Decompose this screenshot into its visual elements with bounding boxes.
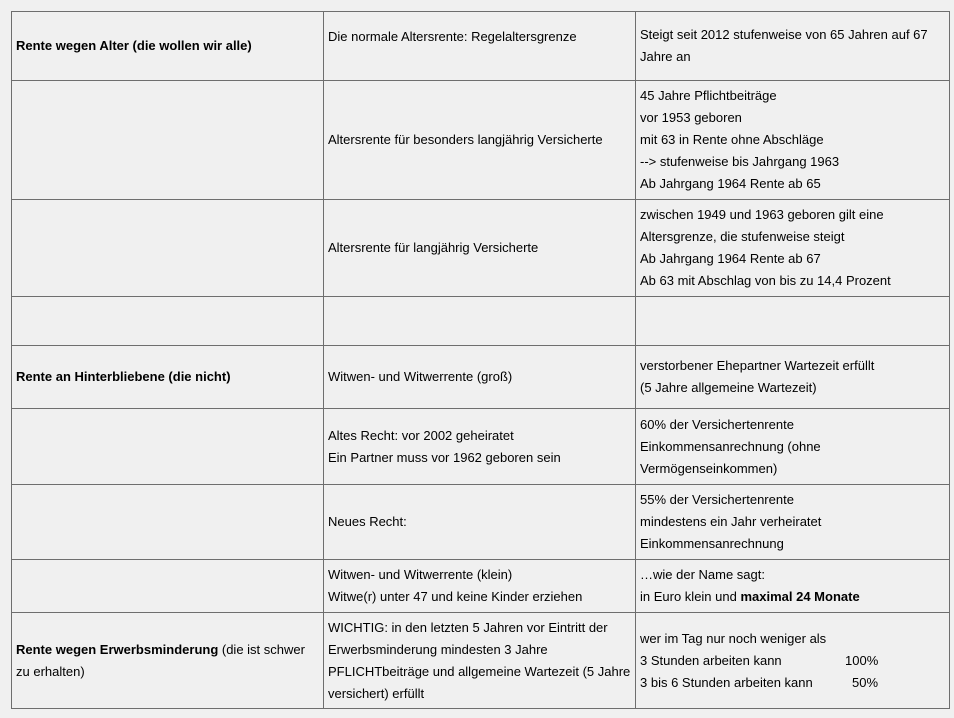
type-cell: Altes Recht: vor 2002 geheiratet Ein Partner muss vor 1962 geboren sein: [324, 409, 636, 485]
type-cell: Die normale Altersrente: Regelaltersgrenze: [324, 12, 636, 81]
details-cell: 45 Jahre Pflichtbeiträge vor 1953 geboren mit 63 in Rente ohne Abschläge --> stufenweise bis Jahrgang 1963 Ab Jahrgang 1964 Rente ab 65: [636, 81, 950, 200]
details-line: 3 Stunden arbeiten kann: [640, 652, 782, 668]
pension-table: [11, 11, 950, 709]
category-cell: Rente an Hinterbliebene (die nicht): [12, 346, 324, 409]
type-cell: WICHTIG: in den letzten 5 Jahren vor Eintritt der Erwerbsminderung mindesten 3 Jahre PFLICHTbeiträge und allgemeine Wartezeit (5 Jahre versichert) erfüllt: [324, 613, 636, 709]
type-cell: Witwen- und Witwerrente (groß): [324, 346, 636, 409]
details-highlight: maximal 24 Monate: [740, 589, 860, 604]
details-value: 50%: [852, 674, 879, 690]
details-cell: verstorbener Ehepartner Wartezeit erfüllt (5 Jahre allgemeine Wartezeit): [636, 346, 950, 409]
category-cell: [12, 81, 324, 200]
type-cell: Witwen- und Witwerrente (klein) Witwe(r) unter 47 und keine Kinder erziehen: [324, 560, 636, 613]
category-bold: Rente wegen Erwerbsminderung: [16, 641, 219, 657]
category-cell: [12, 560, 324, 613]
category-cell: [12, 297, 324, 346]
table-row: [12, 409, 950, 485]
table-row: [12, 613, 950, 709]
details-line: in Euro klein und: [640, 589, 741, 604]
details-cell: [636, 560, 950, 613]
details-line: …wie der Name sagt:: [640, 567, 765, 582]
category-cell: Rente wegen Alter (die wollen wir alle): [12, 12, 324, 81]
type-cell: Altersrente für langjährig Versicherte: [324, 200, 636, 297]
details-cell: 55% der Versichertenrente mindestens ein Jahr verheiratet Einkommensanrechnung: [636, 485, 950, 560]
details-cell: [636, 297, 950, 346]
table-row: [12, 297, 950, 346]
type-cell: Altersrente für besonders langjährig Versicherte: [324, 81, 636, 200]
category-note: (die ist schwer zu erhalten): [16, 641, 305, 679]
details-value: 100%: [845, 652, 879, 668]
table-row: [12, 485, 950, 560]
category-cell: [12, 200, 324, 297]
details-cell: 60% der Versichertenrente Einkommensanrechnung (ohne Vermögenseinkommen): [636, 409, 950, 485]
table-row: [12, 81, 950, 200]
table-row: [12, 560, 950, 613]
type-cell: [324, 297, 636, 346]
details-cell: zwischen 1949 und 1963 geboren gilt eine Altersgrenze, die stufenweise steigt Ab Jahrgang 1964 Rente ab 67 Ab 63 mit Abschlag von bis zu 14,4 Prozent: [636, 200, 950, 297]
category-cell: [12, 613, 324, 709]
details-cell: [636, 613, 950, 709]
table-row: [12, 200, 950, 297]
details-line: 3 bis 6 Stunden arbeiten kann: [640, 674, 813, 690]
category-cell: [12, 409, 324, 485]
category-cell: [12, 485, 324, 560]
details-cell: Steigt seit 2012 stufenweise von 65 Jahren auf 67 Jahre an: [636, 12, 950, 81]
type-cell: Neues Recht:: [324, 485, 636, 560]
table-row: [12, 12, 950, 81]
table-row: [12, 346, 950, 409]
details-line: wer im Tag nur noch weniger als: [640, 630, 827, 646]
